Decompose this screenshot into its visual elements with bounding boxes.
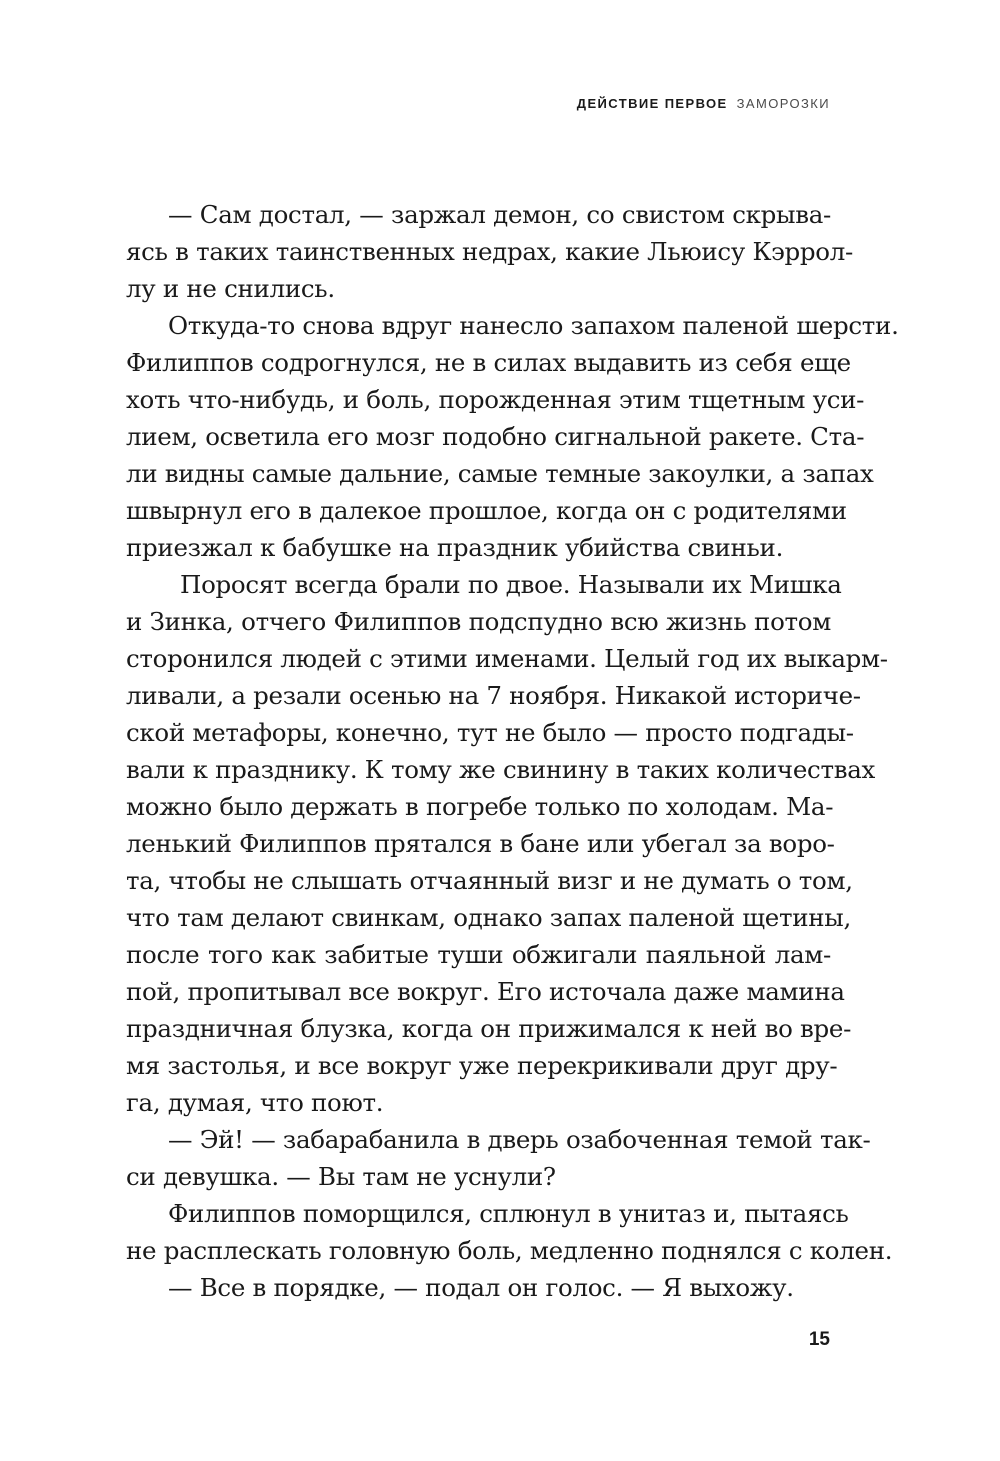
text-line: приезжал к бабушке на праздник убийства свиньи. xyxy=(126,533,784,562)
text-line: — Эй! — забарабанила в дверь озабоченная темой так- xyxy=(168,1125,871,1154)
text-line: си девушка. — Вы там не уснули? xyxy=(126,1162,556,1191)
text-line: Филиппов содрогнулся, не в силах выдавить из себя еще xyxy=(126,348,851,377)
text-line: праздничная блузка, когда он прижимался к ней во вре- xyxy=(126,1014,852,1043)
text-line: можно было держать в погребе только по холодам. Ма- xyxy=(126,792,834,821)
text-line: вали к празднику. К тому же свинину в таких количествах xyxy=(126,755,876,784)
text-line: после того как забитые туши обжигали паяльной лам- xyxy=(126,940,831,969)
text-line: сторонился людей с этими именами. Целый год их выкарм- xyxy=(126,644,888,673)
text-line: та, чтобы не слышать отчаянный визг и не думать о том, xyxy=(126,866,853,895)
text-line: швырнул его в далекое прошлое, когда он с родителями xyxy=(126,496,847,525)
text-line: ской метафоры, конечно, тут не было — просто подгады- xyxy=(126,718,854,747)
text-line: Откуда-то снова вдруг нанесло запахом паленой шерсти. xyxy=(168,311,899,340)
page-number: 15 xyxy=(808,1329,830,1350)
running-head-chapter: ЗАМОРОЗКИ xyxy=(736,96,830,111)
text-line: га, думая, что поют. xyxy=(126,1088,384,1117)
text-line: мя застолья, и все вокруг уже перекрикивали друг дру- xyxy=(126,1051,838,1080)
text-line: и Зинка, отчего Филиппов подспудно всю жизнь потом xyxy=(126,607,831,636)
text-line: ясь в таких таинственных недрах, какие Льюису Кэррол- xyxy=(126,237,853,266)
text-line: — Все в порядке, — подал он голос. — Я выхожу. xyxy=(168,1273,794,1302)
text-line: лием, осветила его мозг подобно сигнальной ракете. Ста- xyxy=(126,422,865,451)
running-head-part: ДЕЙСТВИЕ ПЕРВОЕ xyxy=(576,96,728,111)
text-line: — Сам достал, — заржал демон, со свистом скрыва- xyxy=(168,200,831,229)
running-head xyxy=(577,96,830,112)
text-line: Филиппов поморщился, сплюнул в унитаз и, пытаясь xyxy=(168,1199,849,1228)
text-line: ли видны самые дальние, самые темные закоулки, а запах xyxy=(126,459,874,488)
body-text xyxy=(126,196,899,1306)
text-line: лу и не снились. xyxy=(126,274,335,303)
text-line: ленький Филиппов прятался в бане или убегал за воро- xyxy=(126,829,835,858)
text-line: ливали, а резали осенью на 7 ноября. Никакой историче- xyxy=(126,681,861,710)
text-line: не расплескать головную боль, медленно поднялся с колен. xyxy=(126,1236,893,1265)
text-line: Поросят всегда брали по двое. Называли их Мишка xyxy=(180,570,842,599)
text-line: что там делают свинкам, однако запах паленой щетины, xyxy=(126,903,851,932)
text-line: пой, пропитывал все вокруг. Его источала даже мамина xyxy=(126,977,845,1006)
text-line: хоть что-нибудь, и боль, порожденная этим тщетным уси- xyxy=(126,385,865,414)
